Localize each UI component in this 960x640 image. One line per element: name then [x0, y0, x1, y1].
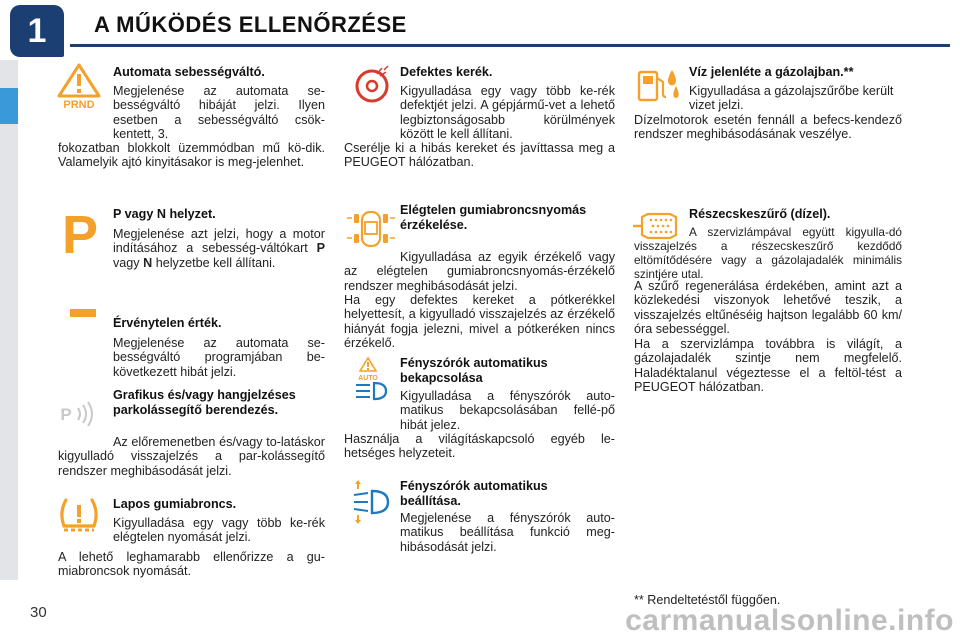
- text-particle-filter-cont2: Ha a szervizlámpa továbbra is világít, a gázolajadalék szintje nem megfelelő. Haladéktalanul végeztesse el a feltöl-tést a PEUGEOT hálózatban.: [634, 337, 902, 394]
- text-n-key: N: [143, 255, 153, 270]
- text-particle-filter-cont: A szűrő regenerálása érdekében, amint azt a közlekedési viszonyok lehetővé teszik, a visszajelzés eltűnéséig hajtson legalább 60 km/óra sebességgel.: [634, 279, 902, 336]
- heading-automatic-gearbox: Automata sebességváltó.: [113, 65, 265, 79]
- text-invalid-value: Megjelenése az automata se-bességváltó programjában be-következett hibát jelzi.: [113, 336, 325, 379]
- heading-pressure-detection: Elégtelen gumiabroncsnyomás érzékelése.: [400, 203, 587, 232]
- punctured-wheel-icon: [350, 60, 396, 106]
- text-p-or-n-b: helyzetbe kell állítani.: [155, 255, 276, 270]
- text-punctured-wheel: Kigyulladása egy vagy több ke-rék defektjét jelzi. A gépjármű-vet a lehető legbiztonságosabb körülmények között le kell állítani.: [400, 84, 615, 141]
- footnote: ** Rendeltetéstől függően.: [634, 593, 781, 607]
- text-auto-lights-cont: Használja a világításkapcsoló egyéb le-hetséges helyzeteit.: [344, 432, 615, 461]
- heading-water-in-diesel: Víz jelenléte a gázolajban.**: [689, 65, 854, 79]
- text-automatic-gearbox-cont: fokozatban blokkolt üzemmódban mű kö-dik. Valamelyik ajtó kinyitásakor is meg-jelenhet.: [58, 141, 325, 170]
- watermark: carmanualsonline.info: [625, 604, 954, 637]
- header-rule: [70, 44, 950, 47]
- chapter-number: 1: [10, 5, 64, 57]
- text-auto-levelling: Megjelenése a fényszórók auto-matikus beállítása funkció meg-hibásodását jelzi.: [400, 511, 615, 554]
- gearbox-warning-icon: [56, 62, 102, 110]
- p-letter: P: [61, 205, 99, 259]
- text-automatic-gearbox: Megjelenése az automata se-bességváltó hibáját jelzi. Ilyen esetben a sebességváltó csök-kentett, 3.: [113, 84, 325, 141]
- headlamp-levelling-icon: [350, 479, 394, 525]
- side-tab-strip: [0, 60, 18, 580]
- heading-auto-levelling: Fényszórók automatikus beállítása.: [400, 479, 548, 508]
- auto-headlamp-icon: [350, 356, 394, 402]
- heading-invalid-value: Érvénytelen érték.: [113, 316, 222, 330]
- text-flat-tyre: Kigyulladása egy vagy több ke-rék elégtelen nyomását jelzi.: [113, 516, 325, 545]
- text-pressure-detection-cont: Ha egy defektes kereket a pótkerékkel helyettesít, a kigyulladó visszajelzés az érzékelő hiányát fogja jelezni, mivel a pótkeréken nincs érzékelő.: [344, 293, 615, 350]
- heading-p-or-n: P vagy N helyzet.: [113, 207, 216, 221]
- text-p-or-n-a: Megjelenése azt jelzi, hogy a motor indításához a sebesség-váltókart: [113, 227, 325, 256]
- park-position-icon: [56, 205, 104, 259]
- text-p-or-n: [113, 227, 325, 270]
- text-particle-filter: A szervizlámpával együtt kigyulla-dó visszajelzés a részecskeszűrő kezdődő eltömítődésére vagy a gázolajadalék minimális szintjére utal.: [634, 225, 902, 281]
- text-punctured-wheel-cont: Cserélje ki a hibás kereket és javíttassa meg a PEUGEOT hálózatban.: [344, 141, 615, 170]
- heading-auto-lights: Fényszórók automatikus bekapcsolása: [400, 356, 548, 385]
- heading-particle-filter: Részecskeszűrő (dízel).: [689, 207, 831, 221]
- side-tab-active: [0, 88, 18, 124]
- text-flat-tyre-cont: A lehető leghamarabb ellenőrizze a gu-miabroncsok nyomását.: [58, 550, 325, 579]
- heading-punctured-wheel: Defektes kerék.: [400, 65, 493, 79]
- text-p-or-n-mid: vagy: [113, 255, 140, 270]
- flat-tyre-icon: [56, 496, 102, 538]
- prnd-label: PRND: [63, 99, 95, 110]
- text-water-in-diesel-cont: Dízelmotorok esetén fennáll a befecs-kendező rendszer meghibásodásának veszélye.: [634, 113, 902, 142]
- auto-label-1: AUTO: [358, 375, 378, 382]
- heading-parking-assist: Grafikus és/vagy hangjelzéses parkolássegítő berendezés.: [113, 388, 296, 417]
- text-auto-lights: Kigyulladása a fényszórók auto-matikus bekapcsolásában fellé-pő hibát jelez.: [400, 389, 615, 432]
- page-header: [0, 0, 960, 62]
- text-p-key: P: [316, 241, 325, 256]
- invalid-value-icon: [70, 309, 96, 317]
- page-title: A MŰKÖDÉS ELLENŐRZÉSE: [94, 12, 407, 37]
- parking-sensor-icon: [56, 398, 100, 430]
- text-parking-assist: Az előremenetben és/vagy to-latáskor kigyulladó visszajelzés a par-kolássegítő rendszer meghibásodását jelzi.: [58, 435, 325, 478]
- text-pressure-detection: Kigyulladása az egyik érzékelő vagy az elégtelen gumiabroncsnyomás-érzékelő rendszer meghibásodását jelzi.: [344, 250, 615, 293]
- text-water-in-diesel: Kigyulladása a gázolajszűrőbe került vizet jelzi.: [689, 84, 894, 113]
- heading-flat-tyre: Lapos gumiabroncs.: [113, 497, 237, 511]
- tyre-pressure-sensor-icon: [346, 206, 396, 252]
- page-number: 30: [30, 604, 47, 621]
- parking-p-letter: P: [60, 405, 72, 424]
- water-in-diesel-icon: [636, 64, 682, 104]
